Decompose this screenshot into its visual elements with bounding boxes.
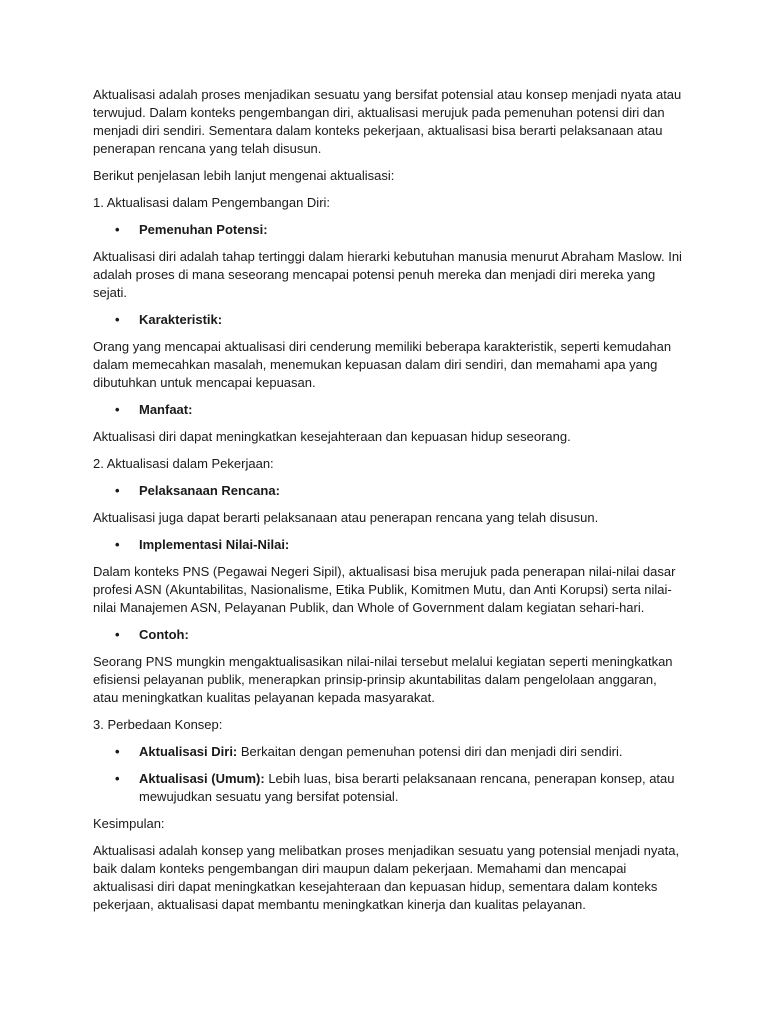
bullet-item xyxy=(139,743,683,761)
intro-paragraph: Aktualisasi adalah proses menjadikan sesuatu yang bersifat potensial atau konsep menjadi nyata atau terwujud. Dalam konteks pengembangan diri, aktualisasi merujuk pada pemenuhan potensi diri dan menjadi diri sendiri. Sementara dalam konteks pekerjaan, aktualisasi bisa berarti pelaksanaan atau penerapan rencana yang telah disusun. xyxy=(93,87,682,156)
bullet-title: Implementasi Nilai-Nilai: xyxy=(139,537,290,552)
bullet-item xyxy=(139,626,683,644)
bullet-item xyxy=(139,401,683,419)
section-2-bullet-list-2 xyxy=(93,536,683,554)
bullet-term: Aktualisasi (Umum): xyxy=(139,771,265,786)
section-2-bullet-list-1 xyxy=(93,482,683,500)
section-2-paragraph-3: Seorang PNS mungkin mengaktualisasikan nilai-nilai tersebut melalui kegiatan seperti meningkatkan efisiensi pelayanan publik, menerapkan prinsip-prinsip akuntabilitas dalam pengelolaan anggaran, atau meningkatkan kualitas pelayanan kepada masyarakat. xyxy=(93,654,673,705)
section-1-paragraph-2: Orang yang mencapai aktualisasi diri cenderung memiliki beberapa karakteristik, seperti kemudahan dalam memecahkan masalah, menemukan kepuasan dalam diri sendiri, dan memahami apa yang dibutuhkan untuk mencapai kepuasan. xyxy=(93,339,672,390)
bullet-title: Pelaksanaan Rencana: xyxy=(139,483,280,498)
bullet-item xyxy=(139,221,683,239)
section-1-bullet-list-3 xyxy=(93,401,683,419)
section-2-bullet-list-3 xyxy=(93,626,683,644)
section-3-heading: 3. Perbedaan Konsep: xyxy=(93,717,223,732)
bullet-text: Lebih luas, bisa berarti pelaksanaan rencana, penerapan konsep, atau mewujudkan sesuatu yang bersifat potensial. xyxy=(139,771,675,804)
bullet-item xyxy=(139,311,683,329)
bullet-title: Contoh: xyxy=(139,627,189,642)
section-1-bullet-list-1 xyxy=(93,221,683,239)
section-2-heading: 2. Aktualisasi dalam Pekerjaan: xyxy=(93,456,274,471)
document-body xyxy=(93,86,683,923)
conclusion-heading: Kesimpulan: xyxy=(93,816,165,831)
bullet-item xyxy=(139,536,683,554)
lead-in-paragraph: Berikut penjelasan lebih lanjut mengenai aktualisasi: xyxy=(93,168,395,183)
bullet-item xyxy=(139,482,683,500)
conclusion-paragraph: Aktualisasi adalah konsep yang melibatkan proses menjadikan sesuatu yang potensial menjadi nyata, baik dalam konteks pengembangan diri maupun dalam pekerjaan. Memahami dan mencapai aktualisasi diri dapat meningkatkan kesejahteraan dan kepuasan hidup, sementara dalam konteks pekerjaan, aktualisasi dapat membantu meningkatkan kinerja dan kualitas pelayanan. xyxy=(93,843,680,912)
section-1-paragraph-1: Aktualisasi diri adalah tahap tertinggi dalam hierarki kebutuhan manusia menurut Abraham Maslow. Ini adalah proses di mana seseorang mencapai potensi penuh mereka dan menjadi diri mereka yang sejati. xyxy=(93,249,682,300)
section-3-bullet-list xyxy=(93,743,683,806)
bullet-term: Aktualisasi Diri: xyxy=(139,744,238,759)
section-1-bullet-list-2 xyxy=(93,311,683,329)
section-2-paragraph-1: Aktualisasi juga dapat berarti pelaksanaan atau penerapan rencana yang telah disusun. xyxy=(93,510,599,525)
section-1-heading: 1. Aktualisasi dalam Pengembangan Diri: xyxy=(93,195,331,210)
section-2-paragraph-2: Dalam konteks PNS (Pegawai Negeri Sipil), aktualisasi bisa merujuk pada penerapan nilai-nilai dasar profesi ASN (Akuntabilitas, Nasionalisme, Etika Publik, Komitmen Mutu, dan Anti Korupsi) serta nilai-nilai Manajemen ASN, Pelayanan Publik, dan Whole of Government dalam kegiatan sehari-hari. xyxy=(93,564,676,615)
section-1-paragraph-3: Aktualisasi diri dapat meningkatkan kesejahteraan dan kepuasan hidup seseorang. xyxy=(93,429,571,444)
bullet-title: Manfaat: xyxy=(139,402,193,417)
bullet-title: Karakteristik: xyxy=(139,312,223,327)
bullet-text: Berkaitan dengan pemenuhan potensi diri dan menjadi diri sendiri. xyxy=(240,744,623,759)
bullet-title: Pemenuhan Potensi: xyxy=(139,222,268,237)
bullet-item xyxy=(139,770,683,806)
